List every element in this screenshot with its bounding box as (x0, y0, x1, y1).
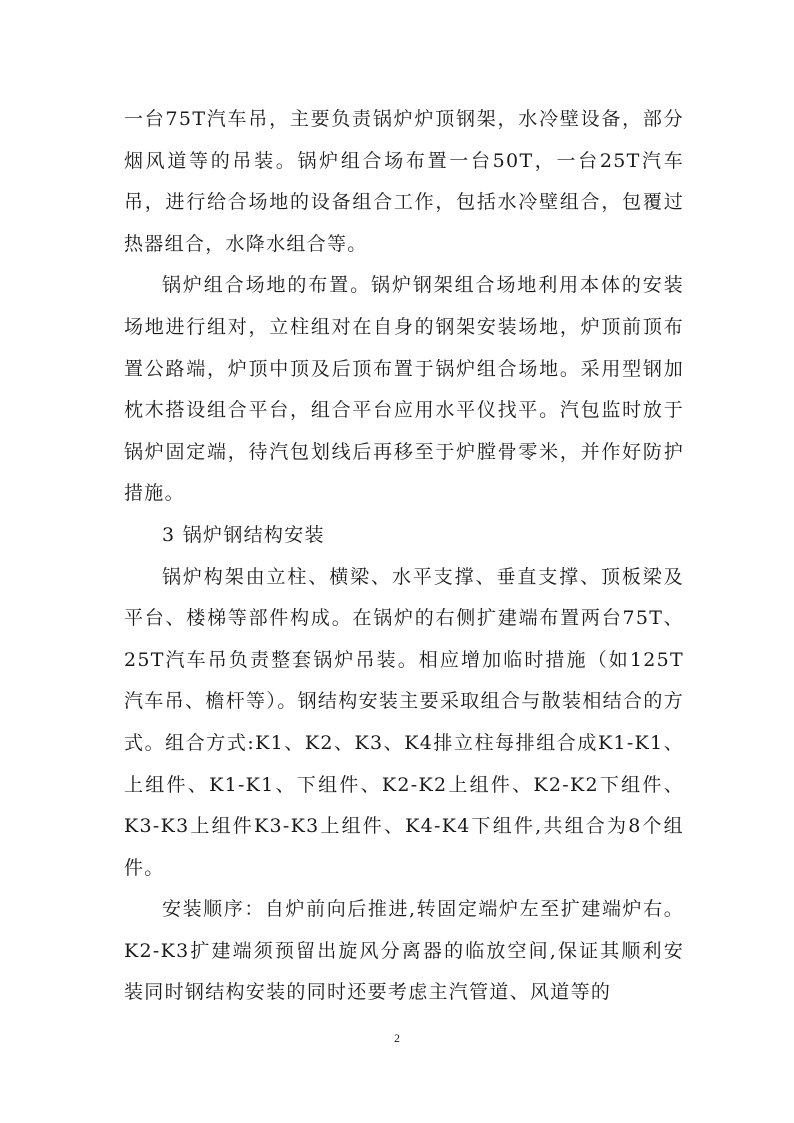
paragraph-steel-frame: 锅炉构架由立柱、横梁、水平支撑、垂直支撑、顶板梁及平台、楼梯等部件构成。在锅炉的右侧扩建端布置两台75T、25T汽车吊负责整套锅炉吊装。相应增加临时措施（如125T汽车吊、檐杆等）。钢结构安装主要采取组合与散装相结合的方式。组合方式:K1、K2、K3、K4排立柱每排组合成K1-K1、上组件、K1-K1、下组件、K2-K2上组件、K2-K2下组件、K3-K3上组件K3-K3上组件、K4-K4下组件,共组合为8个组件。 (124, 565, 684, 879)
page-number: 2 (394, 1031, 400, 1045)
paragraph-install-order: 安装顺序：自炉前向后推进,转固定端炉左至扩建端炉右。K2-K3扩建端须预留出旋风分离器的临放空间,保证其顺利安装同时钢结构安装的同时还要考虑主汽管道、风道等的 (124, 898, 684, 1004)
paragraph-assembly-site: 锅炉组合场地的布置。锅炉钢架组合场地利用本体的安装场地进行组对，立柱组对在自身的钢架安装场地，炉顶前顶布置公路端，炉顶中顶及后顶布置于锅炉组合场地。采用型钢加枕木搭设组合平台，组合平台应用水平仪找平。汽包监时放于锅炉固定端，待汽包划线后再移至于炉膛骨零米，并作好防护措施。 (124, 274, 684, 505)
section-heading: 3 锅炉钢结构安装 (162, 523, 325, 546)
paragraph-continuation: 一台75T汽车吊，主要负责锅炉炉顶钢架，水冷壁设备，部分烟风道等的吊装。锅炉组合场布置一台50T，一台25T汽车吊，进行给合场地的设备组合工作，包括水冷壁组合，包覆过热器组合，水降水组合等。 (124, 108, 684, 255)
document-body (124, 99, 684, 1014)
